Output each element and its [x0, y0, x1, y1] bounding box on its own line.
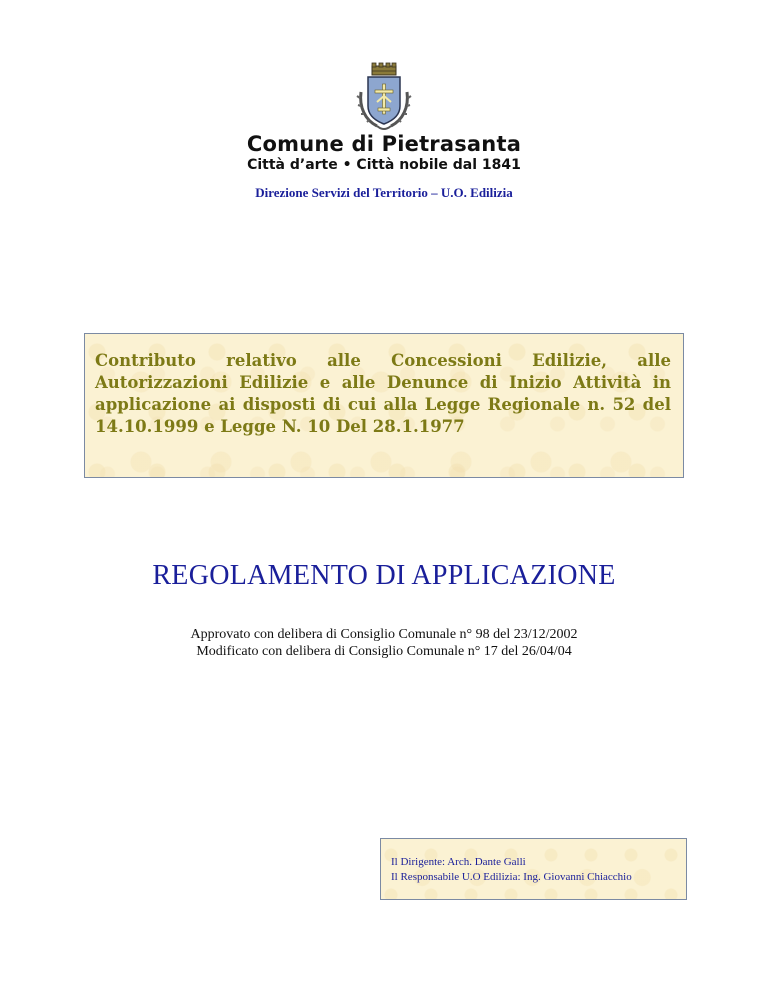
- approval-notes: [0, 626, 768, 660]
- subject-box: [84, 333, 684, 478]
- modification-line: Modificato con delibera di Consiglio Comunale n° 17 del 26/04/04: [196, 644, 572, 659]
- org-title: Comune di Pietrasanta: [246, 132, 522, 156]
- manager-signature: Il Responsabile U.O Edilizia: Ing. Giovanni Chiacchio: [391, 871, 632, 883]
- signature-box: [380, 838, 687, 900]
- org-subtitle: Città d’arte • Città nobile dal 1841: [247, 157, 521, 173]
- director-signature: Il Dirigente: Arch. Dante Galli: [391, 856, 526, 868]
- department-heading: Direzione Servizi del Territorio – U.O. Edilizia: [255, 185, 513, 200]
- document-title: REGOLAMENTO DI APPLICAZIONE: [152, 560, 616, 591]
- approval-line: Approvato con delibera di Consiglio Comunale n° 98 del 23/12/2002: [190, 627, 578, 642]
- coat-of-arms-icon: [355, 62, 413, 134]
- subject-text: Contributo relativo alle Concessioni Edilizie, alle Autorizzazioni Edilizie e alle Denunce di Inizio Attività in applicazione ai disposti di cui alla Legge Regionale n. 52 del 14.10.1999 e Legge N. 10 Del 28.1.1977: [95, 351, 671, 436]
